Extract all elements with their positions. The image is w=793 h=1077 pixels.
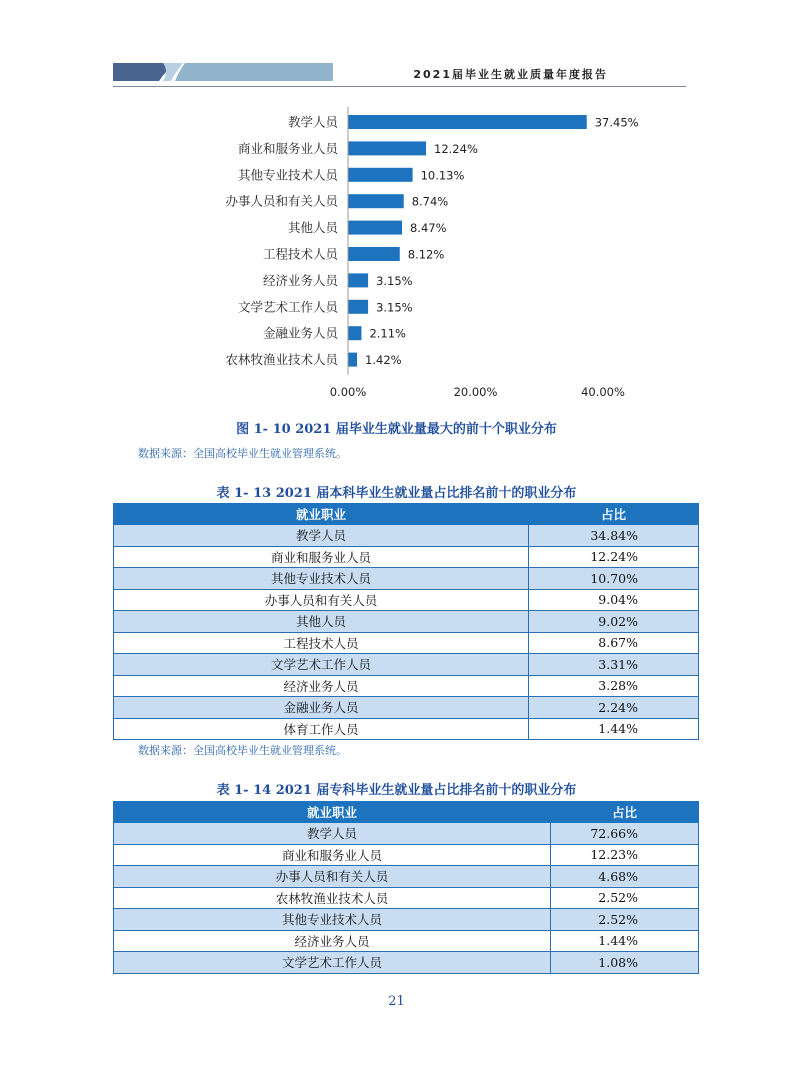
- bar: [348, 221, 402, 235]
- column-header-occupation: 就业职业: [114, 802, 551, 823]
- column-header-share: 占比: [529, 504, 699, 525]
- table-row: [114, 930, 699, 952]
- bar: [348, 141, 426, 155]
- occupation-cell: 教学人员: [114, 525, 529, 547]
- table-row: [114, 718, 699, 740]
- occupation-cell: 商业和服务业人员: [114, 546, 529, 568]
- bar: [348, 194, 404, 208]
- occupation-cell: 办事人员和有关人员: [114, 866, 551, 888]
- table1-caption: 表 1- 13 2021 届本科毕业生就业量占比排名前十的职业分布: [216, 486, 577, 501]
- share-cell: 3.31%: [529, 654, 699, 676]
- table2-body: [114, 823, 699, 974]
- table-row: [114, 844, 699, 866]
- value-label: 37.45%: [594, 115, 639, 130]
- share-cell: 9.02%: [529, 611, 699, 633]
- header-decoration: [113, 63, 333, 81]
- table-row: [114, 823, 699, 845]
- occupation-cell: 工程技术人员: [114, 632, 529, 654]
- table-row: [114, 589, 699, 611]
- category-label: 农林牧渔业技术人员: [225, 352, 338, 368]
- category-label: 办事人员和有关人员: [225, 193, 338, 209]
- table-row: [114, 632, 699, 654]
- occupation-cell: 经济业务人员: [114, 675, 529, 697]
- category-label: 其他专业技术人员: [237, 167, 338, 183]
- occupation-cell: 体育工作人员: [114, 718, 529, 740]
- occupation-cell: 办事人员和有关人员: [114, 589, 529, 611]
- share-cell: 1.44%: [551, 930, 699, 952]
- share-cell: 2.52%: [551, 887, 699, 909]
- table-header-row: [114, 504, 699, 525]
- share-cell: 2.24%: [529, 697, 699, 719]
- bar: [348, 273, 368, 287]
- occupation-cell: 文学艺术工作人员: [114, 952, 551, 974]
- report-title: 2021届毕业生就业质量年度报告: [413, 68, 608, 81]
- figure-source-note: 数据来源：全国高校毕业生就业管理系统。: [138, 447, 347, 460]
- share-cell: 1.08%: [551, 952, 699, 974]
- table-row: [114, 909, 699, 931]
- share-cell: 8.67%: [529, 632, 699, 654]
- junior-college-occupation-table: [113, 801, 699, 974]
- bar: [348, 247, 400, 261]
- category-label: 商业和服务业人员: [237, 140, 338, 156]
- share-cell: 3.28%: [529, 675, 699, 697]
- table-row: [114, 697, 699, 719]
- category-label: 金融业务人员: [262, 325, 338, 341]
- value-label: 3.15%: [376, 300, 413, 315]
- bar: [348, 115, 587, 129]
- x-tick-label: 40.00%: [581, 385, 625, 399]
- share-cell: 34.84%: [529, 525, 699, 547]
- x-tick-labels: [330, 385, 625, 399]
- column-header-occupation: 就业职业: [114, 504, 529, 525]
- share-cell: 4.68%: [551, 866, 699, 888]
- occupation-cell: 其他专业技术人员: [114, 568, 529, 590]
- page-number: 21: [388, 994, 405, 1009]
- occupation-cell: 文学艺术工作人员: [114, 654, 529, 676]
- table-header-row: [114, 802, 699, 823]
- table-row: [114, 654, 699, 676]
- share-cell: 12.24%: [529, 546, 699, 568]
- table-row: [114, 675, 699, 697]
- category-label: 经济业务人员: [262, 272, 338, 288]
- value-label: 3.15%: [376, 273, 413, 288]
- occupation-cell: 农林牧渔业技术人员: [114, 887, 551, 909]
- share-cell: 72.66%: [551, 823, 699, 845]
- value-label: 8.74%: [411, 194, 449, 209]
- figure-caption: 图 1- 10 2021 届毕业生就业量最大的前十个职业分布: [236, 422, 557, 437]
- table-row: [114, 611, 699, 633]
- header-band-mid: [175, 63, 333, 81]
- undergraduate-occupation-table: [113, 503, 699, 740]
- table-row: [114, 866, 699, 888]
- table-row: [114, 546, 699, 568]
- category-label: 文学艺术工作人员: [237, 299, 338, 315]
- occupation-cell: 教学人员: [114, 823, 551, 845]
- table1-source-note: 数据来源：全国高校毕业生就业管理系统。: [138, 744, 347, 757]
- column-header-share: 占比: [551, 802, 699, 823]
- value-label: 2.11%: [369, 326, 406, 341]
- occupation-cell: 其他人员: [114, 611, 529, 633]
- table1-body: [114, 525, 699, 740]
- table-row: [114, 568, 699, 590]
- table2-caption: 表 1- 14 2021 届专科毕业生就业量占比排名前十的职业分布: [216, 783, 577, 798]
- category-label: 工程技术人员: [262, 246, 338, 262]
- value-label: 8.47%: [409, 221, 447, 236]
- category-labels: [225, 115, 339, 368]
- occupation-cell: 商业和服务业人员: [114, 844, 551, 866]
- x-tick-label: 0.00%: [329, 385, 367, 399]
- occupation-cell: 经济业务人员: [114, 930, 551, 952]
- table-row: [114, 887, 699, 909]
- bar: [348, 326, 361, 340]
- share-cell: 2.52%: [551, 909, 699, 931]
- value-label: 8.12%: [407, 247, 445, 262]
- table-row: [114, 525, 699, 547]
- bar: [348, 168, 413, 182]
- occupation-cell: 其他专业技术人员: [114, 909, 551, 931]
- category-label: 教学人员: [287, 114, 338, 130]
- bar: [348, 300, 368, 314]
- value-label: 1.42%: [365, 353, 402, 368]
- category-label: 其他人员: [287, 220, 338, 236]
- table-row: [114, 952, 699, 974]
- share-cell: 1.44%: [529, 718, 699, 740]
- share-cell: 12.23%: [551, 844, 699, 866]
- bar: [348, 353, 357, 367]
- x-tick-label: 20.00%: [453, 385, 498, 399]
- value-label: 10.13%: [420, 168, 465, 183]
- occupation-cell: 金融业务人员: [114, 697, 529, 719]
- share-cell: 10.70%: [529, 568, 699, 590]
- header-rule: [113, 86, 686, 87]
- value-label: 12.24%: [434, 141, 478, 156]
- share-cell: 9.04%: [529, 589, 699, 611]
- occupation-bar-chart: [0, 100, 793, 405]
